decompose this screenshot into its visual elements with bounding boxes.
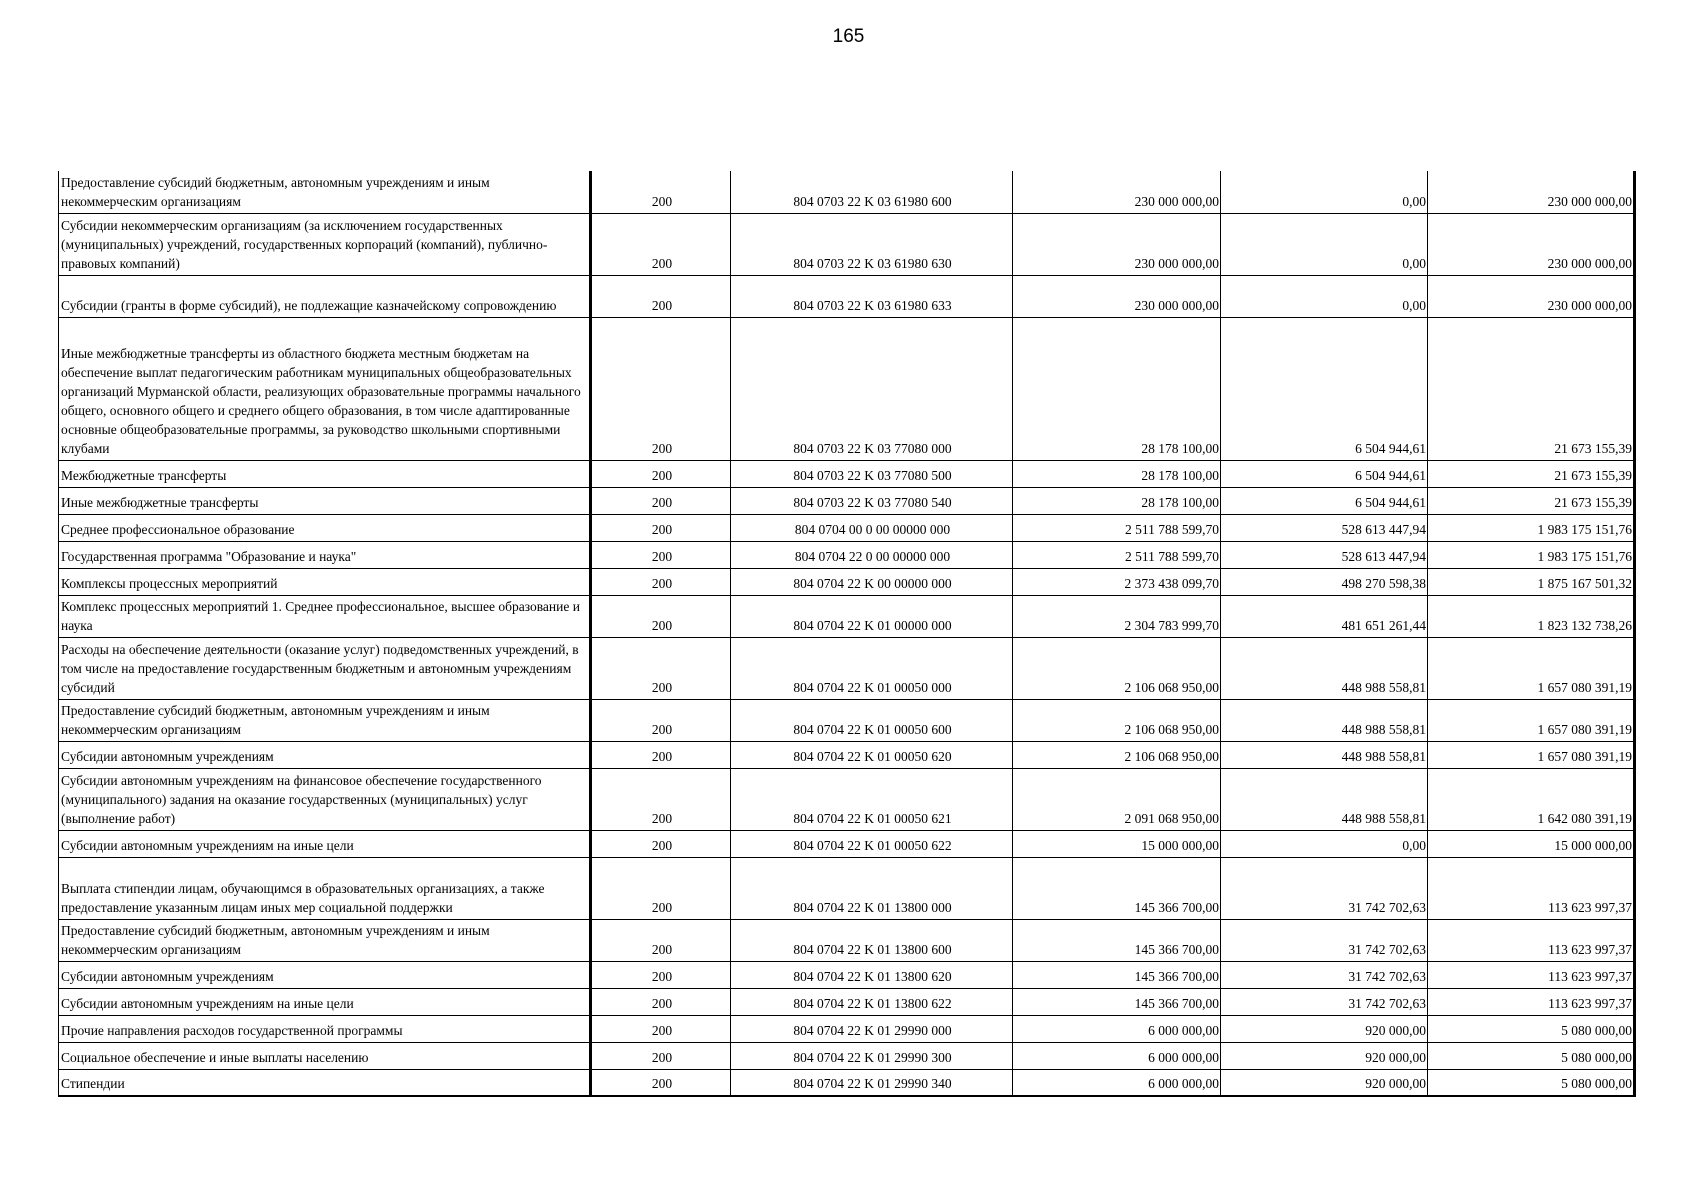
row-kbk-cell: 804 0704 22 K 01 00050 000 [731, 637, 1013, 699]
row-executed-cell: 0,00 [1221, 275, 1428, 317]
row-kbk-cell: 804 0704 22 K 01 29990 000 [731, 1015, 1013, 1042]
table-row [59, 741, 1635, 768]
row-name-cell: Предоставление субсидий бюджетным, автономным учреждениям и иным некоммерческим организациям [59, 171, 591, 213]
row-name-cell: Государственная программа "Образование и наука" [59, 541, 591, 568]
row-kbk-cell: 804 0704 22 K 01 13800 620 [731, 961, 1013, 988]
row-name-cell: Среднее профессиональное образование [59, 514, 591, 541]
row-remaining-cell: 1 823 132 738,26 [1428, 595, 1635, 637]
row-kbk-cell: 804 0704 22 K 01 29990 300 [731, 1042, 1013, 1069]
row-code-cell: 200 [591, 1015, 731, 1042]
row-kbk-cell: 804 0704 22 K 01 00000 000 [731, 595, 1013, 637]
row-kbk-cell: 804 0703 22 K 03 77080 500 [731, 460, 1013, 487]
row-kbk-cell: 804 0703 22 K 03 77080 540 [731, 487, 1013, 514]
row-name-cell: Стипендии [59, 1069, 591, 1096]
row-executed-cell: 498 270 598,38 [1221, 568, 1428, 595]
row-approved-cell: 145 366 700,00 [1013, 919, 1221, 961]
table-row [59, 830, 1635, 857]
table-row [59, 1069, 1635, 1096]
row-code-cell: 200 [591, 317, 731, 460]
row-code-cell: 200 [591, 275, 731, 317]
row-code-cell: 200 [591, 857, 731, 919]
row-code-cell: 200 [591, 568, 731, 595]
row-name-cell: Прочие направления расходов государственной программы [59, 1015, 591, 1042]
row-code-cell: 200 [591, 1069, 731, 1096]
budget-table [58, 171, 1636, 1097]
row-remaining-cell: 5 080 000,00 [1428, 1069, 1635, 1096]
row-name-cell: Расходы на обеспечение деятельности (оказание услуг) подведомственных учреждений, в том числе на предоставление государственным бюджетным и автономным учреждениям субсидий [59, 637, 591, 699]
table-row [59, 988, 1635, 1015]
table-row [59, 213, 1635, 275]
row-kbk-cell: 804 0704 22 K 01 00050 600 [731, 699, 1013, 741]
row-remaining-cell: 1 657 080 391,19 [1428, 741, 1635, 768]
table-row [59, 275, 1635, 317]
row-executed-cell: 0,00 [1221, 830, 1428, 857]
row-remaining-cell: 113 623 997,37 [1428, 857, 1635, 919]
row-name-cell: Предоставление субсидий бюджетным, автономным учреждениям и иным некоммерческим организациям [59, 919, 591, 961]
row-code-cell: 200 [591, 595, 731, 637]
row-name-cell: Выплата стипендии лицам, обучающимся в образовательных организациях, а также предоставление указанным лицам иных мер социальной поддержки [59, 857, 591, 919]
row-executed-cell: 481 651 261,44 [1221, 595, 1428, 637]
table-row [59, 541, 1635, 568]
row-executed-cell: 920 000,00 [1221, 1015, 1428, 1042]
row-approved-cell: 2 304 783 999,70 [1013, 595, 1221, 637]
table-row [59, 1015, 1635, 1042]
row-executed-cell: 31 742 702,63 [1221, 988, 1428, 1015]
row-approved-cell: 2 511 788 599,70 [1013, 514, 1221, 541]
row-name-cell: Субсидии автономным учреждениям [59, 961, 591, 988]
row-code-cell: 200 [591, 1042, 731, 1069]
row-remaining-cell: 1 875 167 501,32 [1428, 568, 1635, 595]
row-kbk-cell: 804 0704 22 K 01 00050 620 [731, 741, 1013, 768]
table-row [59, 171, 1635, 213]
table-row [59, 460, 1635, 487]
row-kbk-cell: 804 0704 22 K 01 13800 000 [731, 857, 1013, 919]
row-kbk-cell: 804 0704 22 0 00 00000 000 [731, 541, 1013, 568]
row-executed-cell: 0,00 [1221, 213, 1428, 275]
row-name-cell: Субсидии (гранты в форме субсидий), не подлежащие казначейскому сопровождению [59, 275, 591, 317]
row-remaining-cell: 113 623 997,37 [1428, 919, 1635, 961]
row-remaining-cell: 1 983 175 151,76 [1428, 541, 1635, 568]
row-executed-cell: 448 988 558,81 [1221, 699, 1428, 741]
table-row [59, 487, 1635, 514]
row-approved-cell: 145 366 700,00 [1013, 961, 1221, 988]
row-kbk-cell: 804 0704 22 K 01 00050 621 [731, 768, 1013, 830]
row-approved-cell: 2 106 068 950,00 [1013, 699, 1221, 741]
row-code-cell: 200 [591, 514, 731, 541]
row-approved-cell: 230 000 000,00 [1013, 171, 1221, 213]
table-row [59, 595, 1635, 637]
row-remaining-cell: 230 000 000,00 [1428, 171, 1635, 213]
row-remaining-cell: 21 673 155,39 [1428, 317, 1635, 460]
row-approved-cell: 2 511 788 599,70 [1013, 541, 1221, 568]
row-approved-cell: 2 106 068 950,00 [1013, 637, 1221, 699]
row-approved-cell: 2 373 438 099,70 [1013, 568, 1221, 595]
table-row [59, 568, 1635, 595]
row-remaining-cell: 1 983 175 151,76 [1428, 514, 1635, 541]
row-remaining-cell: 1 657 080 391,19 [1428, 637, 1635, 699]
row-approved-cell: 28 178 100,00 [1013, 487, 1221, 514]
table-row [59, 514, 1635, 541]
page-number: 165 [832, 26, 865, 47]
row-approved-cell: 230 000 000,00 [1013, 275, 1221, 317]
row-approved-cell: 6 000 000,00 [1013, 1015, 1221, 1042]
row-kbk-cell: 804 0703 22 K 03 61980 600 [731, 171, 1013, 213]
row-approved-cell: 2 091 068 950,00 [1013, 768, 1221, 830]
row-name-cell: Предоставление субсидий бюджетным, автономным учреждениям и иным некоммерческим организациям [59, 699, 591, 741]
row-code-cell: 200 [591, 768, 731, 830]
row-name-cell: Иные межбюджетные трансферты [59, 487, 591, 514]
row-executed-cell: 528 613 447,94 [1221, 541, 1428, 568]
row-remaining-cell: 113 623 997,37 [1428, 988, 1635, 1015]
row-code-cell: 200 [591, 460, 731, 487]
row-remaining-cell: 5 080 000,00 [1428, 1015, 1635, 1042]
row-code-cell: 200 [591, 961, 731, 988]
row-executed-cell: 6 504 944,61 [1221, 460, 1428, 487]
row-approved-cell: 145 366 700,00 [1013, 988, 1221, 1015]
row-kbk-cell: 804 0704 22 K 01 13800 622 [731, 988, 1013, 1015]
row-name-cell: Субсидии автономным учреждениям на иные цели [59, 830, 591, 857]
row-approved-cell: 6 000 000,00 [1013, 1069, 1221, 1096]
row-name-cell: Субсидии автономным учреждениям на финансовое обеспечение государственного (муниципального) задания на оказание государственных (муниципальных) услуг (выполнение работ) [59, 768, 591, 830]
row-executed-cell: 920 000,00 [1221, 1042, 1428, 1069]
row-executed-cell: 920 000,00 [1221, 1069, 1428, 1096]
row-executed-cell: 6 504 944,61 [1221, 317, 1428, 460]
row-name-cell: Иные межбюджетные трансферты из областного бюджета местным бюджетам на обеспечение выплат педагогическим работникам муниципальных общеобразовательных организаций Мурманской области, реализующих образовательные программы начального общего, основного общего и среднего общего образования, в том числе адаптированные основные общеобразовательные программы, за руководство школьными спортивными клубами [59, 317, 591, 460]
table-row [59, 857, 1635, 919]
row-approved-cell: 2 106 068 950,00 [1013, 741, 1221, 768]
row-remaining-cell: 1 642 080 391,19 [1428, 768, 1635, 830]
table-row [59, 768, 1635, 830]
row-code-cell: 200 [591, 541, 731, 568]
row-code-cell: 200 [591, 988, 731, 1015]
row-name-cell: Комплекс процессных мероприятий 1. Среднее профессиональное, высшее образование и наука [59, 595, 591, 637]
row-kbk-cell: 804 0703 22 K 03 61980 633 [731, 275, 1013, 317]
row-remaining-cell: 230 000 000,00 [1428, 275, 1635, 317]
table-row [59, 1042, 1635, 1069]
row-name-cell: Социальное обеспечение и иные выплаты населению [59, 1042, 591, 1069]
row-executed-cell: 6 504 944,61 [1221, 487, 1428, 514]
row-code-cell: 200 [591, 637, 731, 699]
row-executed-cell: 448 988 558,81 [1221, 768, 1428, 830]
row-name-cell: Комплексы процессных мероприятий [59, 568, 591, 595]
row-name-cell: Межбюджетные трансферты [59, 460, 591, 487]
row-kbk-cell: 804 0704 22 K 01 29990 340 [731, 1069, 1013, 1096]
row-executed-cell: 31 742 702,63 [1221, 919, 1428, 961]
row-remaining-cell: 230 000 000,00 [1428, 213, 1635, 275]
row-executed-cell: 448 988 558,81 [1221, 637, 1428, 699]
row-approved-cell: 28 178 100,00 [1013, 317, 1221, 460]
row-name-cell: Субсидии автономным учреждениям на иные цели [59, 988, 591, 1015]
row-code-cell: 200 [591, 171, 731, 213]
table-row [59, 699, 1635, 741]
row-kbk-cell: 804 0704 22 K 00 00000 000 [731, 568, 1013, 595]
row-approved-cell: 6 000 000,00 [1013, 1042, 1221, 1069]
table-row [59, 919, 1635, 961]
row-kbk-cell: 804 0703 22 K 03 61980 630 [731, 213, 1013, 275]
row-code-cell: 200 [591, 213, 731, 275]
row-code-cell: 200 [591, 699, 731, 741]
table-row [59, 961, 1635, 988]
row-executed-cell: 31 742 702,63 [1221, 961, 1428, 988]
row-remaining-cell: 1 657 080 391,19 [1428, 699, 1635, 741]
row-kbk-cell: 804 0704 22 K 01 13800 600 [731, 919, 1013, 961]
row-code-cell: 200 [591, 741, 731, 768]
row-approved-cell: 230 000 000,00 [1013, 213, 1221, 275]
row-remaining-cell: 113 623 997,37 [1428, 961, 1635, 988]
row-code-cell: 200 [591, 487, 731, 514]
row-kbk-cell: 804 0703 22 K 03 77080 000 [731, 317, 1013, 460]
row-executed-cell: 448 988 558,81 [1221, 741, 1428, 768]
row-executed-cell: 528 613 447,94 [1221, 514, 1428, 541]
row-remaining-cell: 21 673 155,39 [1428, 487, 1635, 514]
row-approved-cell: 15 000 000,00 [1013, 830, 1221, 857]
row-remaining-cell: 21 673 155,39 [1428, 460, 1635, 487]
row-code-cell: 200 [591, 919, 731, 961]
row-kbk-cell: 804 0704 22 K 01 00050 622 [731, 830, 1013, 857]
row-executed-cell: 0,00 [1221, 171, 1428, 213]
row-executed-cell: 31 742 702,63 [1221, 857, 1428, 919]
table-row [59, 637, 1635, 699]
row-code-cell: 200 [591, 830, 731, 857]
row-kbk-cell: 804 0704 00 0 00 00000 000 [731, 514, 1013, 541]
row-approved-cell: 145 366 700,00 [1013, 857, 1221, 919]
row-name-cell: Субсидии некоммерческим организациям (за исключением государственных (муниципальных) учреждений, государственных корпораций (компаний), публично-правовых компаний) [59, 213, 591, 275]
row-approved-cell: 28 178 100,00 [1013, 460, 1221, 487]
row-remaining-cell: 5 080 000,00 [1428, 1042, 1635, 1069]
row-remaining-cell: 15 000 000,00 [1428, 830, 1635, 857]
table-row [59, 317, 1635, 460]
budget-table-body [59, 171, 1635, 1096]
row-name-cell: Субсидии автономным учреждениям [59, 741, 591, 768]
